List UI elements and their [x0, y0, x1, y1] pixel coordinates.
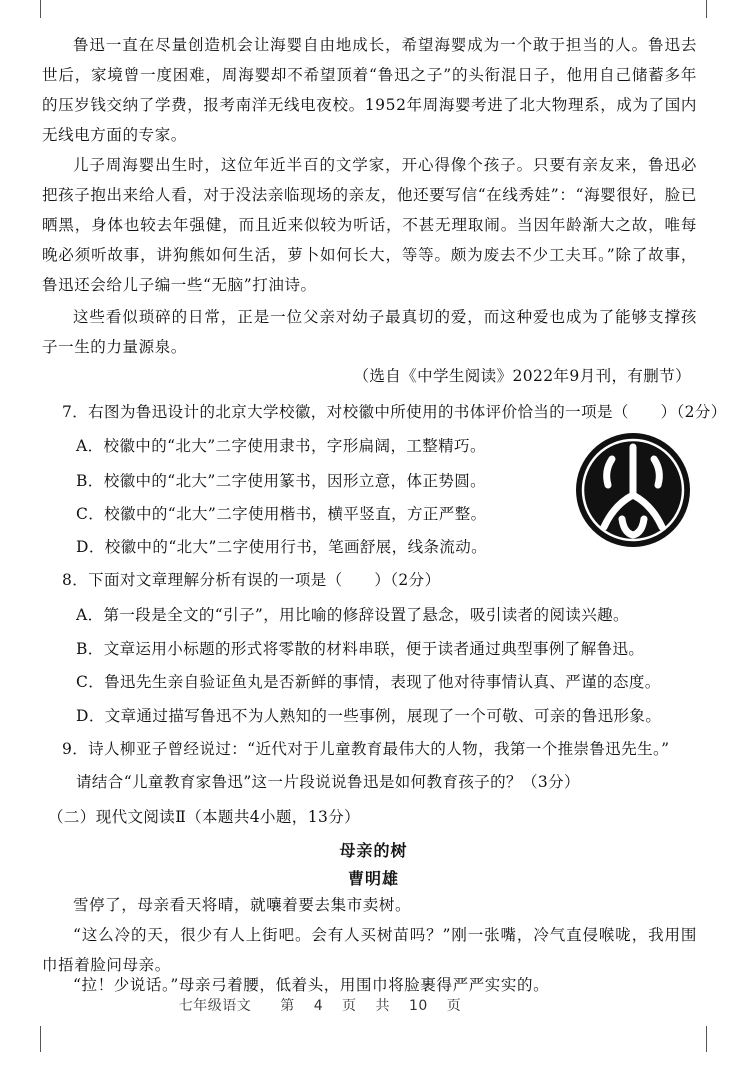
section-heading: （二）现代文阅读Ⅱ（本题共4小题，13分） [48, 808, 361, 826]
question-7-option-d: D．校徽中的“北大”二字使用行书，笔画舒展，线条流动。 [76, 538, 488, 556]
article-paragraph-3: “拉！少说话。”母亲弓着腰，低着头，用围巾将脸裹得严严实实的。 [73, 976, 550, 994]
question-7-option-a: A．校徽中的“北大”二字使用隶书，字形扁阔，工整精巧。 [76, 437, 486, 455]
crop-mark [40, 0, 41, 18]
question-8-option-b: B．文章运用小标题的形式将零散的材料串联，便于读者通过典型事例了解鲁迅。 [76, 640, 645, 658]
question-8-option-d: D．文章通过描写鲁迅不为人熟知的一些事例，展现了一个可敬、可亲的鲁迅形象。 [76, 707, 662, 725]
article-paragraph-1: 雪停了，母亲看天将晴，就嚷着要去集市卖树。 [73, 896, 412, 914]
question-7-stem: 7．右图为鲁迅设计的北京大学校徽，对校徽中所使用的书体评价恰当的一项是（ ）（2分） [62, 403, 727, 421]
article-title: 母亲的树 [339, 841, 408, 860]
article-paragraph-2: “这么冷的天，很少有人上街吧。会有人买树苗吗？”刚一张嘴，冷气直侵喉咙，我用围巾捂着脸问母亲。 [42, 926, 697, 974]
passage-paragraph-3: 这些看似琐碎的日常，正是一位父亲对幼子最真切的爱，而这种爱也成为了能够支撑孩子一生的力量源泉。 [42, 308, 697, 356]
question-8-option-c: C．鲁迅先生亲自验证鱼丸是否新鲜的事情，表现了他对待事情认真、严谨的态度。 [76, 673, 661, 691]
crop-mark [40, 1026, 41, 1052]
question-7-option-c: C．校徽中的“北大”二字使用楷书，横平竖直，方正严整。 [76, 505, 487, 523]
question-9-line-1: 9．诗人柳亚子曾经说过：“近代对于儿童教育最伟大的人物，我第一个推崇鲁迅先生。” [62, 740, 670, 758]
question-9-line-2: 请结合“儿童教育家鲁迅”这一片段说说鲁迅是如何教育孩子的？（3分） [76, 773, 580, 791]
passage-source: （选自《中学生阅读》2022年9月刊，有删节） [353, 367, 691, 385]
crop-mark [706, 0, 707, 18]
page-footer: 七年级语文 第 4 页 共 10 页 [178, 998, 462, 1014]
crop-mark [706, 1026, 707, 1052]
passage-paragraph-1: 鲁迅一直在尽量创造机会让海婴自由地成长，希望海婴成为一个敢于担当的人。鲁迅去世后，家境曾一度困难，周海婴却不希望顶着“鲁迅之子”的头衔混日子，他用自己储蓄多年的压岁钱交纳了学费，报考南洋无线电夜校。1952年周海婴考进了北大物理系，成为了国内无线电方面的专家。 [42, 36, 697, 144]
question-8-stem: 8．下面对文章理解分析有误的一项是（ ）（2分） [62, 571, 441, 589]
question-7-option-b: B．校徽中的“北大”二字使用篆书，因形立意，体正势圆。 [76, 472, 487, 490]
question-8-option-a: A．第一段是全文的“引子”，用比喻的修辞设置了悬念，吸引读者的阅读兴趣。 [76, 606, 629, 624]
peking-university-emblem-image [574, 431, 692, 549]
passage-paragraph-2: 儿子周海婴出生时，这位年近半百的文学家，开心得像个孩子。只要有亲友来，鲁迅必把孩子抱出来给人看，对于没法亲临现场的亲友，他还要写信“在线秀娃”：“海婴很好，脸已晒黑，身体也较去年强健，而且近来似较为听话，不甚无理取闹。当因年龄渐大之故，唯每晚必须听故事，讲狗熊如何生活，萝卜如何长大，等等。颇为废去不少工夫耳。”除了故事，鲁迅还会给儿子编一些“无脑”打油诗。 [42, 156, 697, 294]
article-author: 曹明雄 [347, 869, 399, 888]
